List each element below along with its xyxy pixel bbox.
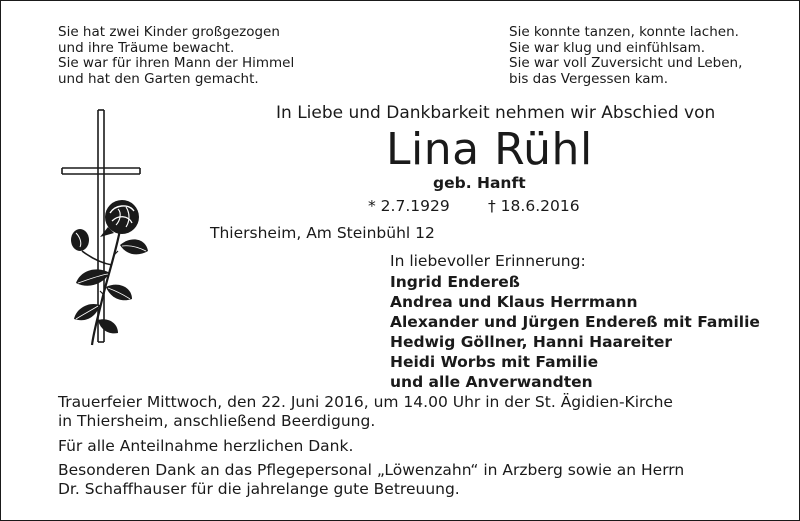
poem-left-line: Sie war für ihren Mann der Himmel [58, 55, 295, 71]
maiden-name: geb. Hanft [433, 174, 526, 192]
deceased-name: Lina Rühl [386, 124, 593, 175]
poem-right-line: Sie war klug und einfühlsam. [509, 39, 706, 56]
mourners-list [390, 272, 760, 392]
special-thanks [58, 461, 684, 499]
poem-left-line: Sie hat zwei Kinder großgezogen [58, 24, 280, 40]
death-date: † 18.6.2016 [488, 197, 580, 215]
mourner-name: Ingrid Endereß [390, 273, 520, 291]
poem-right-line: bis das Vergessen kam. [509, 70, 669, 87]
intro-line: In Liebe und Dankbarkeit nehmen wir Abschied von [276, 103, 716, 123]
special-thanks-line: Dr. Schaffhauser für die jahrelange gute Betreuung. [58, 480, 460, 498]
mourner-name: und alle Anverwandten [390, 373, 593, 391]
mourner-name: Alexander und Jürgen Endereß mit Familie [390, 313, 760, 331]
funeral-line: in Thiersheim, anschließend Beerdigung. [58, 412, 376, 430]
birth-date: * 2.7.1929 [368, 197, 450, 215]
poem-right-line: Sie war voll Zuversicht und Leben, [509, 55, 743, 71]
mourner-name: Andrea und Klaus Herrmann [390, 293, 638, 311]
mourner-name: Hedwig Göllner, Hanni Haareiter [390, 333, 673, 351]
poem-left-line: und ihre Träume bewacht. [58, 39, 235, 56]
mourner-name: Heidi Worbs mit Familie [390, 353, 599, 371]
thanks [58, 437, 353, 456]
poem-left [58, 25, 294, 87]
funeral-info [58, 393, 673, 431]
poem-right [509, 25, 742, 87]
memory-heading: In liebevoller Erinnerung: [390, 252, 586, 270]
thanks-line: Für alle Anteilnahme herzlichen Dank. [58, 437, 354, 455]
special-thanks-line: Besonderen Dank an das Pflegepersonal „Löwenzahn“ in Arzberg sowie an Herrn [58, 461, 685, 479]
address: Thiersheim, Am Steinbühl 12 [210, 224, 435, 242]
poem-left-line: und hat den Garten gemacht. [58, 70, 259, 87]
rose-icon [71, 200, 148, 345]
poem-right-line: Sie konnte tanzen, konnte lachen. [509, 24, 739, 40]
cross-rose-graphic [60, 105, 200, 355]
funeral-line: Trauerfeier Mittwoch, den 22. Juni 2016, um 14.00 Uhr in der St. Ägidien-Kirche [58, 393, 673, 411]
